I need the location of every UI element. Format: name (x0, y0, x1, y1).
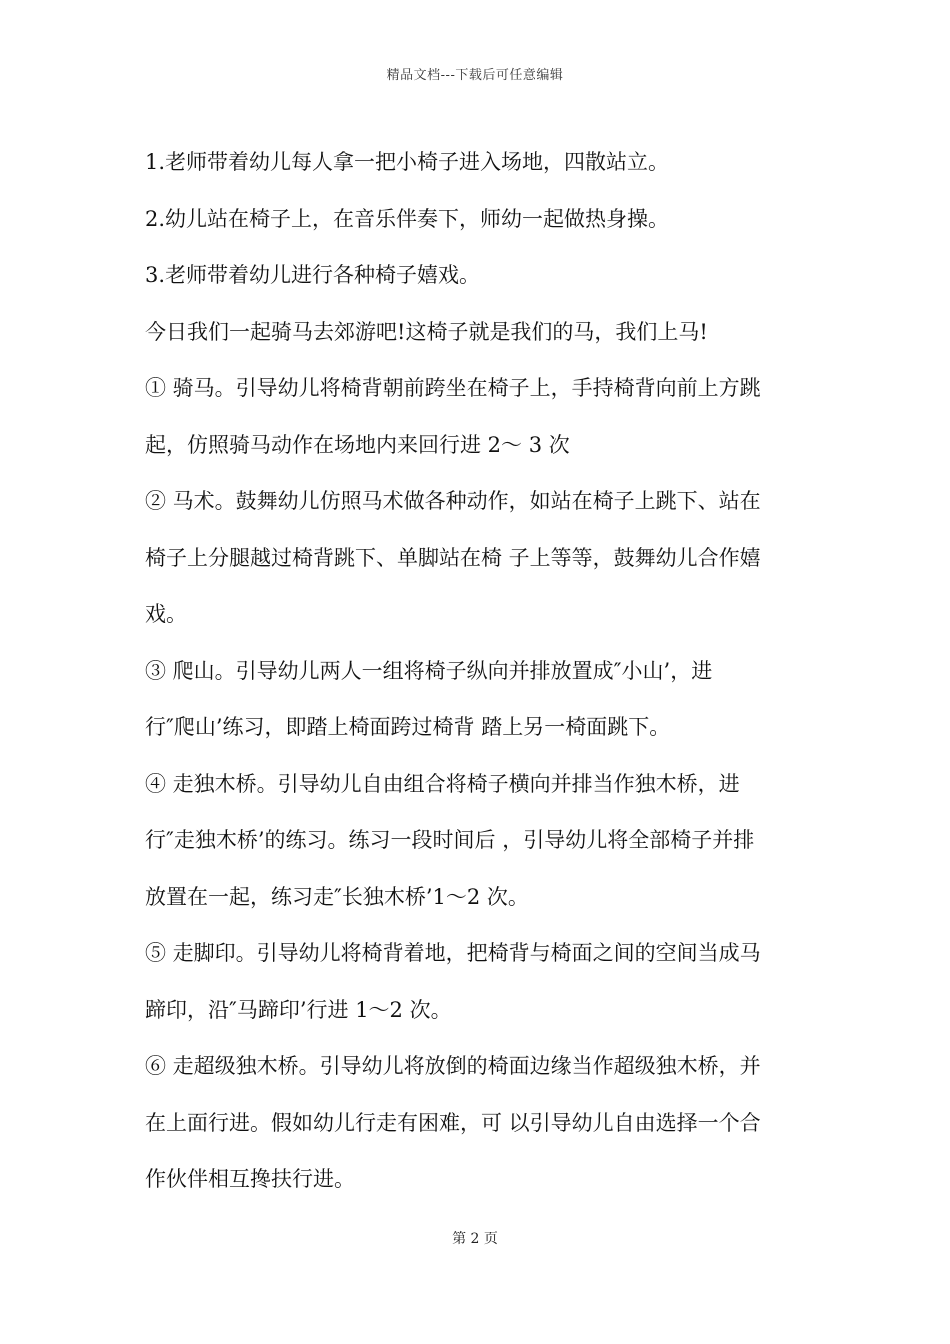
text-line: 戏。 (145, 602, 187, 626)
document-body (145, 134, 813, 1208)
text-line: 在上面行进。假如幼儿行走有困难，可 以引导幼儿自由选择一个合 (145, 1110, 761, 1135)
text-line: ⑥ 走超级独木桥。引导幼儿将放倒的椅面边缘当作超级独木桥，并 (145, 1054, 761, 1078)
text-line: 起，仿照骑马动作在场地内来回行进 2～ 3 次 (145, 432, 570, 457)
text-line: 今日我们一起骑马去郊游吧!这椅子就是我们的马，我们上马! (145, 319, 708, 344)
text-line: 作伙伴相互搀扶行进。 (145, 1167, 355, 1191)
text-line: ④ 走独木桥。引导幼儿自由组合将椅子横向并排当作独木桥，进 (145, 771, 740, 796)
text-line: ① 骑马。引导幼儿将椅背朝前跨坐在椅子上，手持椅背向前上方跳 (145, 376, 761, 400)
text-line: 2.幼儿站在椅子上，在音乐伴奏下，师幼一起做热身操。 (145, 206, 670, 231)
text-line: ② 马术。鼓舞幼儿仿照马术做各种动作，如站在椅子上跳下、站在 (145, 489, 761, 513)
text-line: ⑤ 走脚印。引导幼儿将椅背着地，把椅背与椅面之间的空间当成马 (145, 941, 761, 965)
text-line: ③ 爬山。引导幼儿两人一组将椅子纵向并排放置成″小山’，进 (145, 658, 713, 683)
text-line: 放置在一起，练习走″长独木桥’1～2 次。 (145, 884, 529, 909)
text-line: 椅子上分腿越过椅背跳下、单脚站在椅 子上等等，鼓舞幼儿合作嬉 (145, 545, 761, 570)
text-line: 蹄印，沿″马蹄印’行进 1～2 次。 (145, 997, 452, 1022)
page-number: 第 2 页 (452, 1231, 498, 1247)
page-header: 精品文档---下载后可任意编辑 (386, 68, 564, 83)
text-line: 行″走独木桥’的练习。练习一段时间后 ，引导幼儿将全部椅子并排 (145, 828, 755, 852)
text-line: 3.老师带着幼儿进行各种椅子嬉戏。 (145, 263, 481, 287)
text-line: 行″爬山’练习，即踏上椅面跨过椅背 踏上另一椅面跳下。 (145, 715, 671, 739)
text-line: 1.老师带着幼儿每人拿一把小椅子进入场地，四散站立。 (145, 150, 670, 174)
